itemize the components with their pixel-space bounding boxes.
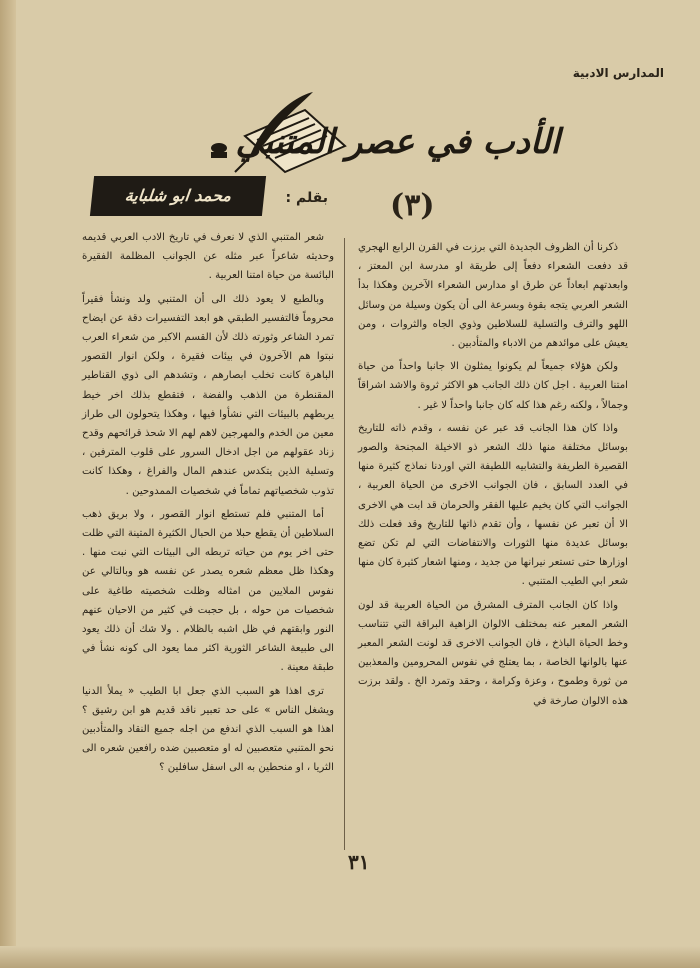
article-title: الأدب في عصر المتنبي <box>235 122 560 162</box>
page-bottom-shadow <box>0 946 700 968</box>
paragraph: أما المتنبي فلم تستطع انوار القصور ، ولا بريق ذهب السلاطين أن يقطع حبلا من الحبال الكثيرة المتينة التي ظلت حتى اخر يوم من حياته تربطه الى البيئات التي نبت منها . وهكذا ظل معظم شعره يصدر عن نفسه هو وبالتالي عن نفوس الملايين من امثاله وظلت شخصيته طاغية على شخصيات من حوله ، بل حجبت في كثير من الاحيان عنهم النور وابقتهم في ظل اشبه بالظلام . ولا شك أن ذلك يعود الى طبيعة الشاعر الثورية اكثر مما يعود الى كونه نشأ في طبقة معينة . <box>82 508 334 674</box>
author-name: محمد ابو شلباية <box>90 176 266 216</box>
page-edge-shadow <box>0 0 16 968</box>
left-column <box>82 228 334 782</box>
section-label: المدارس الادبية <box>572 66 664 80</box>
paragraph: ولكن هؤلاء جميعاً لم يكونوا يمثلون الا جانبا واحداً من حياة امتنا العربية . اجل كان ذلك الجانب هو الاكثر ثروة والاشد اشراقاً وجمالاً ، ولكنه رغم هذا كله كان جانبا واحداً لا غير . <box>358 361 628 411</box>
paragraph: وبالطبع لا يعود ذلك الى أن المتنبي ولد ونشأ فقيراً محروماً فالتفسير الطبقي هو ابعد التفسيرات دقة عن ايضاح تمرد الشاعر وثورته ذلك لأن القسم الاكبر من شعراء العرب نبتوا هم الآخرون في بيئات فقيرة ، ولكن انوار القصور الباهرة كانت تخلب ابصارهم ، وتشدهم الى ذوي القناطير المقنطرة من الذهب والفضة ، فتقطع بذلك اخر خيط يربطهم بالبيئات التي نشأوا فيها ، وهكذا يتحولون الى طراز معين من الخدم والمهرجين لاهم لهم الا شحذ قرائحهم وقدح زناد عقولهم من اجل ادخال السرور على قلوب المترفين ، وتسلية الذين يتكدس عندهم المال والفراغ ، وهكذا كانت تذوب شخصياتهم تماماً في شخصيات الممدوحين . <box>82 293 334 497</box>
page-number: ٣١ <box>348 850 370 874</box>
paragraph: شعر المتنبي الذي لا نعرف في تاريخ الادب العربي قديمه وحديثه شاعراً عبر مثله عن الجوانب المظلمة الفقيرة البائسة من حياة امتنا العربية . <box>82 232 334 282</box>
paragraph: واذا كان الجانب المترف المشرق من الحياة العربية قد لون الشعر المعبر عنه بمختلف الالوان الزاهية البراقة التي تتناسب وخط الحياة الباذخ ، فان الجوانب الاخرى قد لونت الشعر المعبر عنها بالوانها الخاصة ، بما يعتلج في نفوس المحرومين والمعذبين من ثورة وطموح ، وعزة وكرامة ، وحقد وتمرد الخ . ولقد برزت هذه الالوان صارخة في <box>358 599 628 707</box>
paragraph: ذكرنا أن الظروف الجديدة التي برزت في القرن الرابع الهجري قد دفعت الشعراء دفعاً إلى طريقة او مدرسة ابن المعتز ، وابعدتهم ابعاداً عن طرق او مدارس الشعراء الآخرين وهكذا بدأ الشعر العربي يتجه بقوة وبسرعة الى أن يكون وسيلة من وسائل اللهو والترف والتسلية للسلاطين وذوي الجاه والثروات ، ومن يعيش على موائدهم من الادباء والمتأدبين . <box>358 242 628 350</box>
byline-label: بقلم : <box>285 190 328 206</box>
column-divider <box>344 238 345 850</box>
paragraph: واذا كان هذا الجانب قد عبر عن نفسه ، وقدم ذاته للتاريخ بوسائل مختلفة منها ذلك الشعر ذو الاخيلة المجنحة والصور القصيرة الطريفة والتشابيه اللطيفة التي اوردنا نماذج كثيرة منها في العدد السابق ، فان الجوانب الاخرى من الحياة العربية ، الجوانب التي كان يخيم عليها الفقر والحرمان قد ابت هي الاخرى الا أن تعبر عن نفسها ، وأن تقدم ذاتها للتاريخ وقد فعلت ذلك بوسائل عديدة منها الثورات والانتفاضات التي لم تكن تضع اوزارها حتى تستعر نيرانها من جديد ، ومنها اشعار كثيرة كان منها شعر ابي الطيب المتنبي . <box>358 422 628 588</box>
paragraph: ترى اهذا هو السبب الذي جعل ابا الطيب « يملأ الدنيا ويشغل الناس » على حد تعبير ناقد قديم هو ابن رشيق ؟ اهذا هو السبب الذي اندفع من اجله جميع النقاد والمتأدبين نحو المتنبي متعصبين له او متعصبين ضده رافعين شعره الى الثريا ، او منحطين به الى اسفل سافلين ؟ <box>82 685 334 774</box>
right-column <box>358 238 628 715</box>
part-number: (٣) <box>390 188 435 223</box>
